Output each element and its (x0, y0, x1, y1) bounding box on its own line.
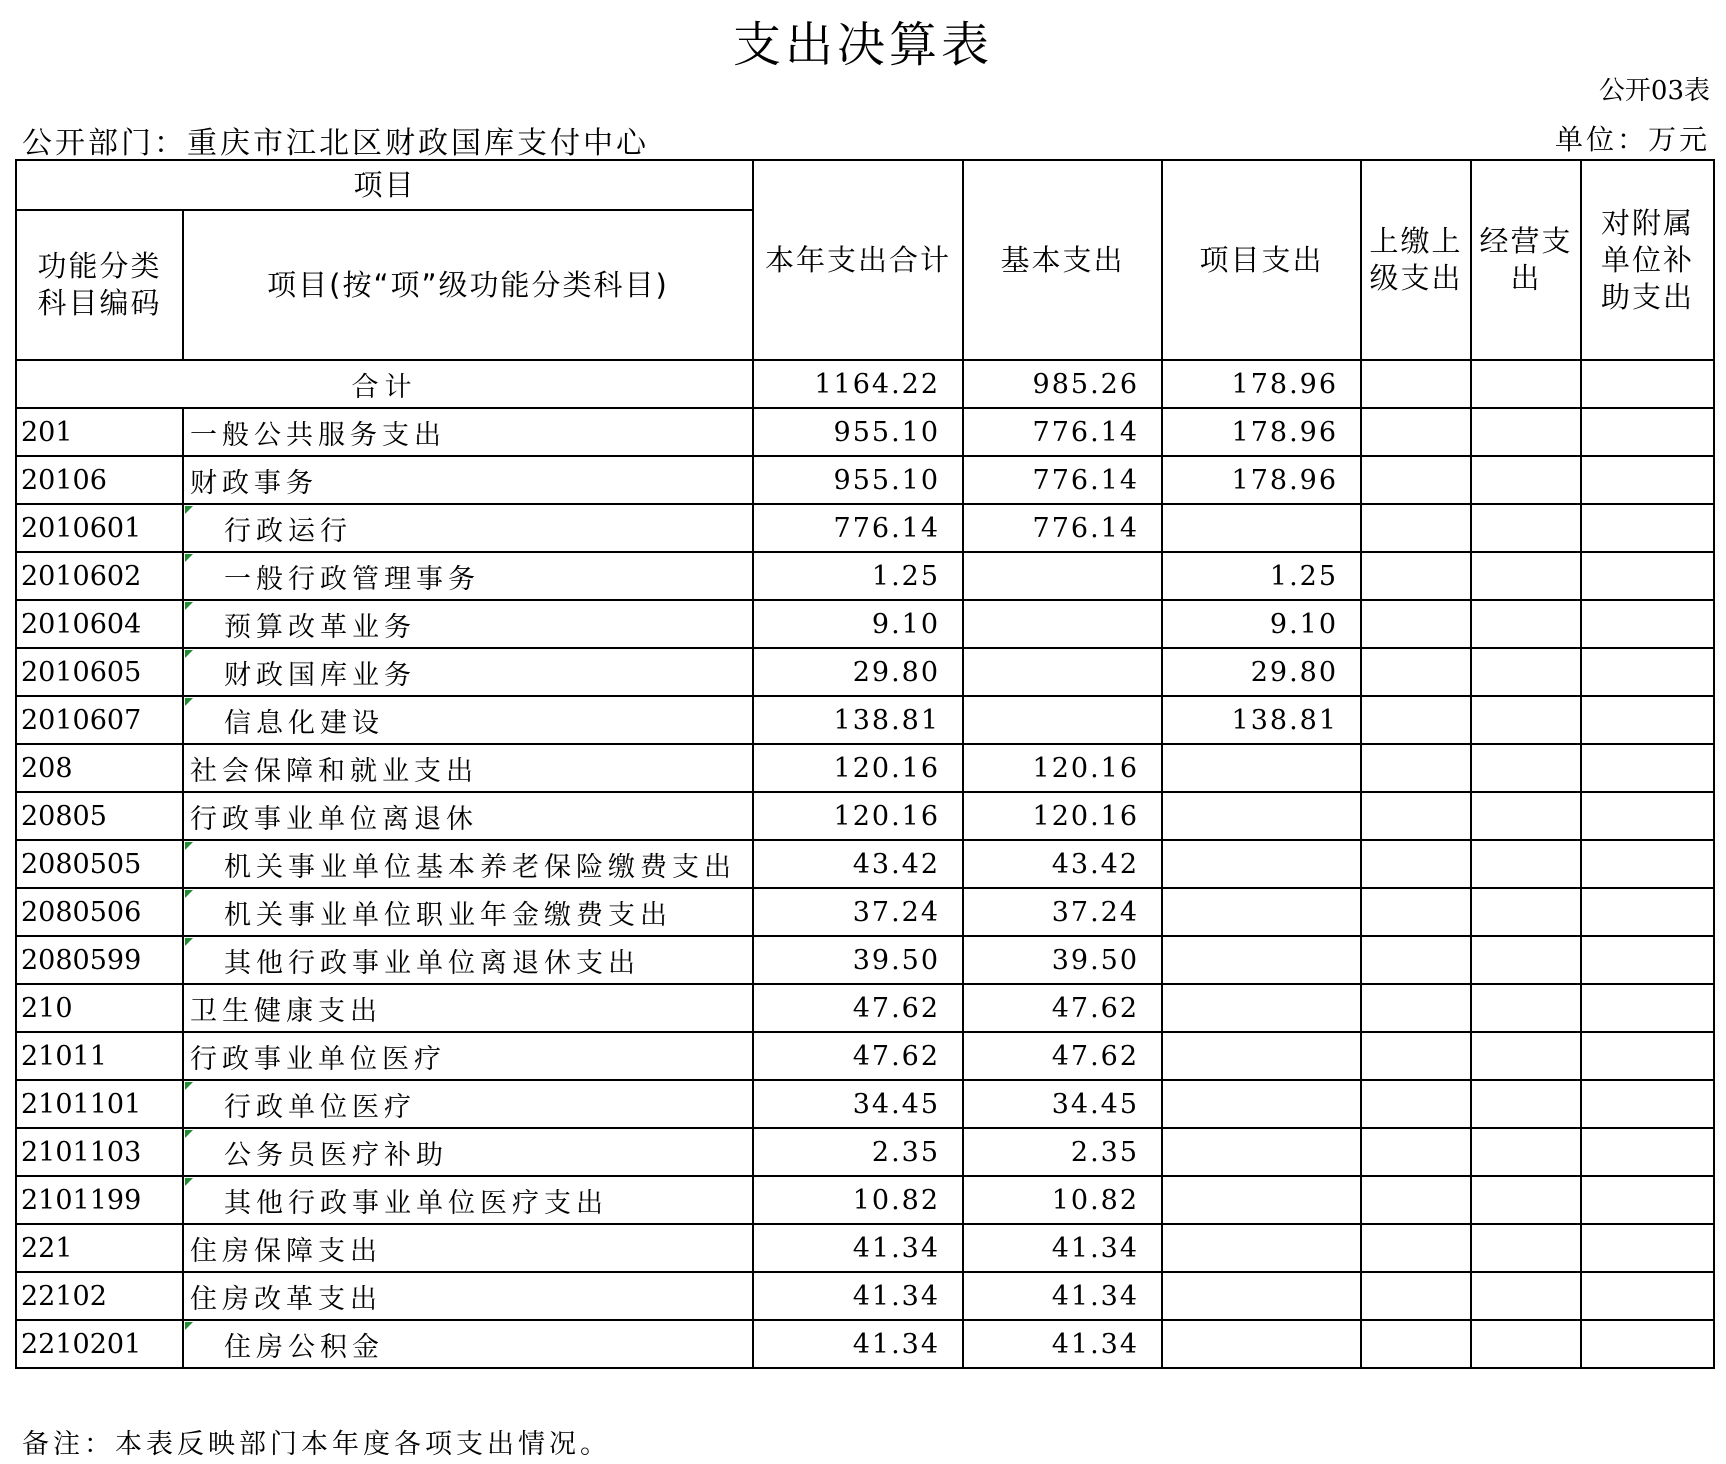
cell-comment-marker-icon (185, 842, 193, 850)
total-upper (1361, 360, 1471, 408)
row-code: 2010604 (16, 600, 183, 648)
header-code: 功能分类科目编码 (16, 210, 183, 360)
row-total: 2.35 (753, 1128, 963, 1176)
row-business (1471, 888, 1581, 936)
row-basic: 120.16 (963, 792, 1162, 840)
row-project (1162, 1080, 1361, 1128)
row-name: 住房改革支出 (183, 1272, 753, 1320)
row-basic (963, 600, 1162, 648)
table-row (16, 1032, 1714, 1080)
expenditure-table (15, 159, 1715, 1369)
row-subsidy (1581, 696, 1714, 744)
row-basic: 47.62 (963, 984, 1162, 1032)
row-name: 行政事业单位离退休 (183, 792, 753, 840)
row-business (1471, 552, 1581, 600)
table-row (16, 1272, 1714, 1320)
row-total: 43.42 (753, 840, 963, 888)
row-name: 信息化建设 (183, 696, 753, 744)
row-code: 20106 (16, 456, 183, 504)
table-row (16, 936, 1714, 984)
row-subsidy (1581, 456, 1714, 504)
row-subsidy (1581, 792, 1714, 840)
row-business (1471, 408, 1581, 456)
row-name: 住房公积金 (183, 1320, 753, 1368)
row-subsidy (1581, 888, 1714, 936)
table-row (16, 456, 1714, 504)
row-project (1162, 888, 1361, 936)
table-row (16, 984, 1714, 1032)
table-row (16, 504, 1714, 552)
row-upper (1361, 408, 1471, 456)
row-upper (1361, 1128, 1471, 1176)
row-subsidy (1581, 552, 1714, 600)
cell-comment-marker-icon (185, 890, 193, 898)
table-row (16, 600, 1714, 648)
table-row (16, 408, 1714, 456)
row-basic (963, 552, 1162, 600)
row-subsidy (1581, 1176, 1714, 1224)
row-basic: 776.14 (963, 504, 1162, 552)
row-total: 776.14 (753, 504, 963, 552)
row-total: 120.16 (753, 792, 963, 840)
footnote: 备注：本表反映部门本年度各项支出情况。 (22, 1429, 611, 1460)
row-code: 2010602 (16, 552, 183, 600)
row-business (1471, 744, 1581, 792)
row-subsidy (1581, 1080, 1714, 1128)
row-subsidy (1581, 648, 1714, 696)
row-basic: 776.14 (963, 456, 1162, 504)
row-total: 120.16 (753, 744, 963, 792)
row-name: 行政单位医疗 (183, 1080, 753, 1128)
row-subsidy (1581, 1272, 1714, 1320)
row-name: 公务员医疗补助 (183, 1128, 753, 1176)
row-project: 29.80 (1162, 648, 1361, 696)
row-name: 财政国库业务 (183, 648, 753, 696)
row-subsidy (1581, 984, 1714, 1032)
row-code: 2101199 (16, 1176, 183, 1224)
row-name: 行政事业单位医疗 (183, 1032, 753, 1080)
row-basic: 34.45 (963, 1080, 1162, 1128)
row-total: 47.62 (753, 984, 963, 1032)
cell-comment-marker-icon (185, 1178, 193, 1186)
row-total: 955.10 (753, 408, 963, 456)
row-name: 机关事业单位基本养老保险缴费支出 (183, 840, 753, 888)
row-subsidy (1581, 840, 1714, 888)
row-project (1162, 1320, 1361, 1368)
row-basic: 776.14 (963, 408, 1162, 456)
row-total: 47.62 (753, 1032, 963, 1080)
row-total: 1.25 (753, 552, 963, 600)
row-name: 财政事务 (183, 456, 753, 504)
row-basic: 37.24 (963, 888, 1162, 936)
table-row (16, 840, 1714, 888)
row-upper (1361, 936, 1471, 984)
row-code: 2101101 (16, 1080, 183, 1128)
table-number: 公开03表 (1598, 76, 1710, 106)
row-basic: 41.34 (963, 1224, 1162, 1272)
row-basic: 47.62 (963, 1032, 1162, 1080)
row-total: 37.24 (753, 888, 963, 936)
row-upper (1361, 792, 1471, 840)
row-total: 41.34 (753, 1224, 963, 1272)
cell-comment-marker-icon (185, 1322, 193, 1330)
row-upper (1361, 744, 1471, 792)
row-basic: 41.34 (963, 1272, 1162, 1320)
cell-comment-marker-icon (185, 1082, 193, 1090)
row-business (1471, 936, 1581, 984)
row-subsidy (1581, 1128, 1714, 1176)
row-basic: 10.82 (963, 1176, 1162, 1224)
row-total: 34.45 (753, 1080, 963, 1128)
row-name: 一般行政管理事务 (183, 552, 753, 600)
cell-comment-marker-icon (185, 1130, 193, 1138)
row-basic (963, 648, 1162, 696)
row-business (1471, 1032, 1581, 1080)
cell-comment-marker-icon (185, 554, 193, 562)
table-row (16, 648, 1714, 696)
row-project: 178.96 (1162, 456, 1361, 504)
table-row (16, 744, 1714, 792)
row-business (1471, 1128, 1581, 1176)
total-project: 178.96 (1162, 360, 1361, 408)
row-subsidy (1581, 1320, 1714, 1368)
row-business (1471, 840, 1581, 888)
row-business (1471, 1272, 1581, 1320)
cell-comment-marker-icon (185, 602, 193, 610)
row-upper (1361, 1320, 1471, 1368)
row-subsidy (1581, 408, 1714, 456)
row-code: 22102 (16, 1272, 183, 1320)
unit-label: 单位：万元 (1554, 123, 1710, 156)
row-project (1162, 936, 1361, 984)
row-basic: 2.35 (963, 1128, 1162, 1176)
row-code: 2010607 (16, 696, 183, 744)
row-project (1162, 1128, 1361, 1176)
row-upper (1361, 1080, 1471, 1128)
row-name: 行政运行 (183, 504, 753, 552)
row-upper (1361, 696, 1471, 744)
row-code: 2010605 (16, 648, 183, 696)
row-total: 138.81 (753, 696, 963, 744)
cell-comment-marker-icon (185, 938, 193, 946)
row-business (1471, 792, 1581, 840)
row-subsidy (1581, 504, 1714, 552)
row-code: 2080505 (16, 840, 183, 888)
row-basic: 41.34 (963, 1320, 1162, 1368)
row-code: 2080506 (16, 888, 183, 936)
row-basic: 39.50 (963, 936, 1162, 984)
row-business (1471, 1176, 1581, 1224)
row-upper (1361, 456, 1471, 504)
cell-comment-marker-icon (185, 650, 193, 658)
row-business (1471, 648, 1581, 696)
row-basic: 43.42 (963, 840, 1162, 888)
row-name: 一般公共服务支出 (183, 408, 753, 456)
row-upper (1361, 1224, 1471, 1272)
department-label: 公开部门：重庆市江北区财政国库支付中心 (22, 126, 649, 161)
total-subsidy (1581, 360, 1714, 408)
row-project (1162, 1272, 1361, 1320)
row-business (1471, 504, 1581, 552)
row-basic (963, 696, 1162, 744)
header-business: 经营支出 (1471, 160, 1581, 360)
table-row (16, 792, 1714, 840)
row-upper (1361, 840, 1471, 888)
row-name: 卫生健康支出 (183, 984, 753, 1032)
row-upper (1361, 984, 1471, 1032)
cell-comment-marker-icon (185, 506, 193, 514)
header-total: 本年支出合计 (753, 160, 963, 360)
row-project (1162, 792, 1361, 840)
total-total: 1164.22 (753, 360, 963, 408)
row-upper (1361, 1272, 1471, 1320)
row-code: 208 (16, 744, 183, 792)
row-subsidy (1581, 936, 1714, 984)
header-upper: 上缴上级支出 (1361, 160, 1471, 360)
header-subsidy: 对附属单位补助支出 (1581, 160, 1714, 360)
row-upper (1361, 600, 1471, 648)
row-total: 41.34 (753, 1320, 963, 1368)
row-business (1471, 1224, 1581, 1272)
table-row (16, 888, 1714, 936)
total-row (16, 360, 1714, 408)
table-row (16, 1224, 1714, 1272)
row-upper (1361, 1032, 1471, 1080)
total-business (1471, 360, 1581, 408)
row-basic: 120.16 (963, 744, 1162, 792)
row-upper (1361, 888, 1471, 936)
row-code: 21011 (16, 1032, 183, 1080)
row-code: 2101103 (16, 1128, 183, 1176)
row-name: 其他行政事业单位离退休支出 (183, 936, 753, 984)
row-name: 机关事业单位职业年金缴费支出 (183, 888, 753, 936)
row-project (1162, 504, 1361, 552)
row-code: 210 (16, 984, 183, 1032)
row-code: 2210201 (16, 1320, 183, 1368)
row-project (1162, 1224, 1361, 1272)
row-business (1471, 984, 1581, 1032)
row-subsidy (1581, 744, 1714, 792)
table-row (16, 1080, 1714, 1128)
row-business (1471, 1080, 1581, 1128)
row-project (1162, 1176, 1361, 1224)
row-project (1162, 744, 1361, 792)
row-upper (1361, 1176, 1471, 1224)
row-total: 10.82 (753, 1176, 963, 1224)
row-project: 9.10 (1162, 600, 1361, 648)
row-name: 社会保障和就业支出 (183, 744, 753, 792)
row-upper (1361, 504, 1471, 552)
row-total: 39.50 (753, 936, 963, 984)
row-total: 955.10 (753, 456, 963, 504)
header-basic: 基本支出 (963, 160, 1162, 360)
table-row (16, 552, 1714, 600)
row-project (1162, 1032, 1361, 1080)
row-subsidy (1581, 600, 1714, 648)
cell-comment-marker-icon (185, 698, 193, 706)
row-business (1471, 1320, 1581, 1368)
row-code: 2010601 (16, 504, 183, 552)
row-upper (1361, 552, 1471, 600)
table-row (16, 696, 1714, 744)
row-total: 41.34 (753, 1272, 963, 1320)
row-total: 29.80 (753, 648, 963, 696)
total-basic: 985.26 (963, 360, 1162, 408)
row-name: 住房保障支出 (183, 1224, 753, 1272)
row-subsidy (1581, 1224, 1714, 1272)
row-code: 20805 (16, 792, 183, 840)
row-total: 9.10 (753, 600, 963, 648)
table-row (16, 1320, 1714, 1368)
row-project: 1.25 (1162, 552, 1361, 600)
row-subsidy (1581, 1032, 1714, 1080)
row-business (1471, 696, 1581, 744)
row-code: 2080599 (16, 936, 183, 984)
row-name: 预算改革业务 (183, 600, 753, 648)
header-project: 项目支出 (1162, 160, 1361, 360)
row-project: 138.81 (1162, 696, 1361, 744)
table-row (16, 1128, 1714, 1176)
total-label: 合计 (16, 360, 753, 408)
table-row (16, 1176, 1714, 1224)
row-upper (1361, 648, 1471, 696)
row-code: 201 (16, 408, 183, 456)
row-business (1471, 600, 1581, 648)
row-name: 其他行政事业单位医疗支出 (183, 1176, 753, 1224)
row-project (1162, 840, 1361, 888)
page-title: 支出决算表 (732, 17, 993, 73)
header-item-name: 项目(按“项”级功能分类科目) (183, 210, 753, 360)
row-code: 221 (16, 1224, 183, 1272)
row-project (1162, 984, 1361, 1032)
header-item-group: 项目 (16, 160, 753, 210)
row-project: 178.96 (1162, 408, 1361, 456)
row-business (1471, 456, 1581, 504)
